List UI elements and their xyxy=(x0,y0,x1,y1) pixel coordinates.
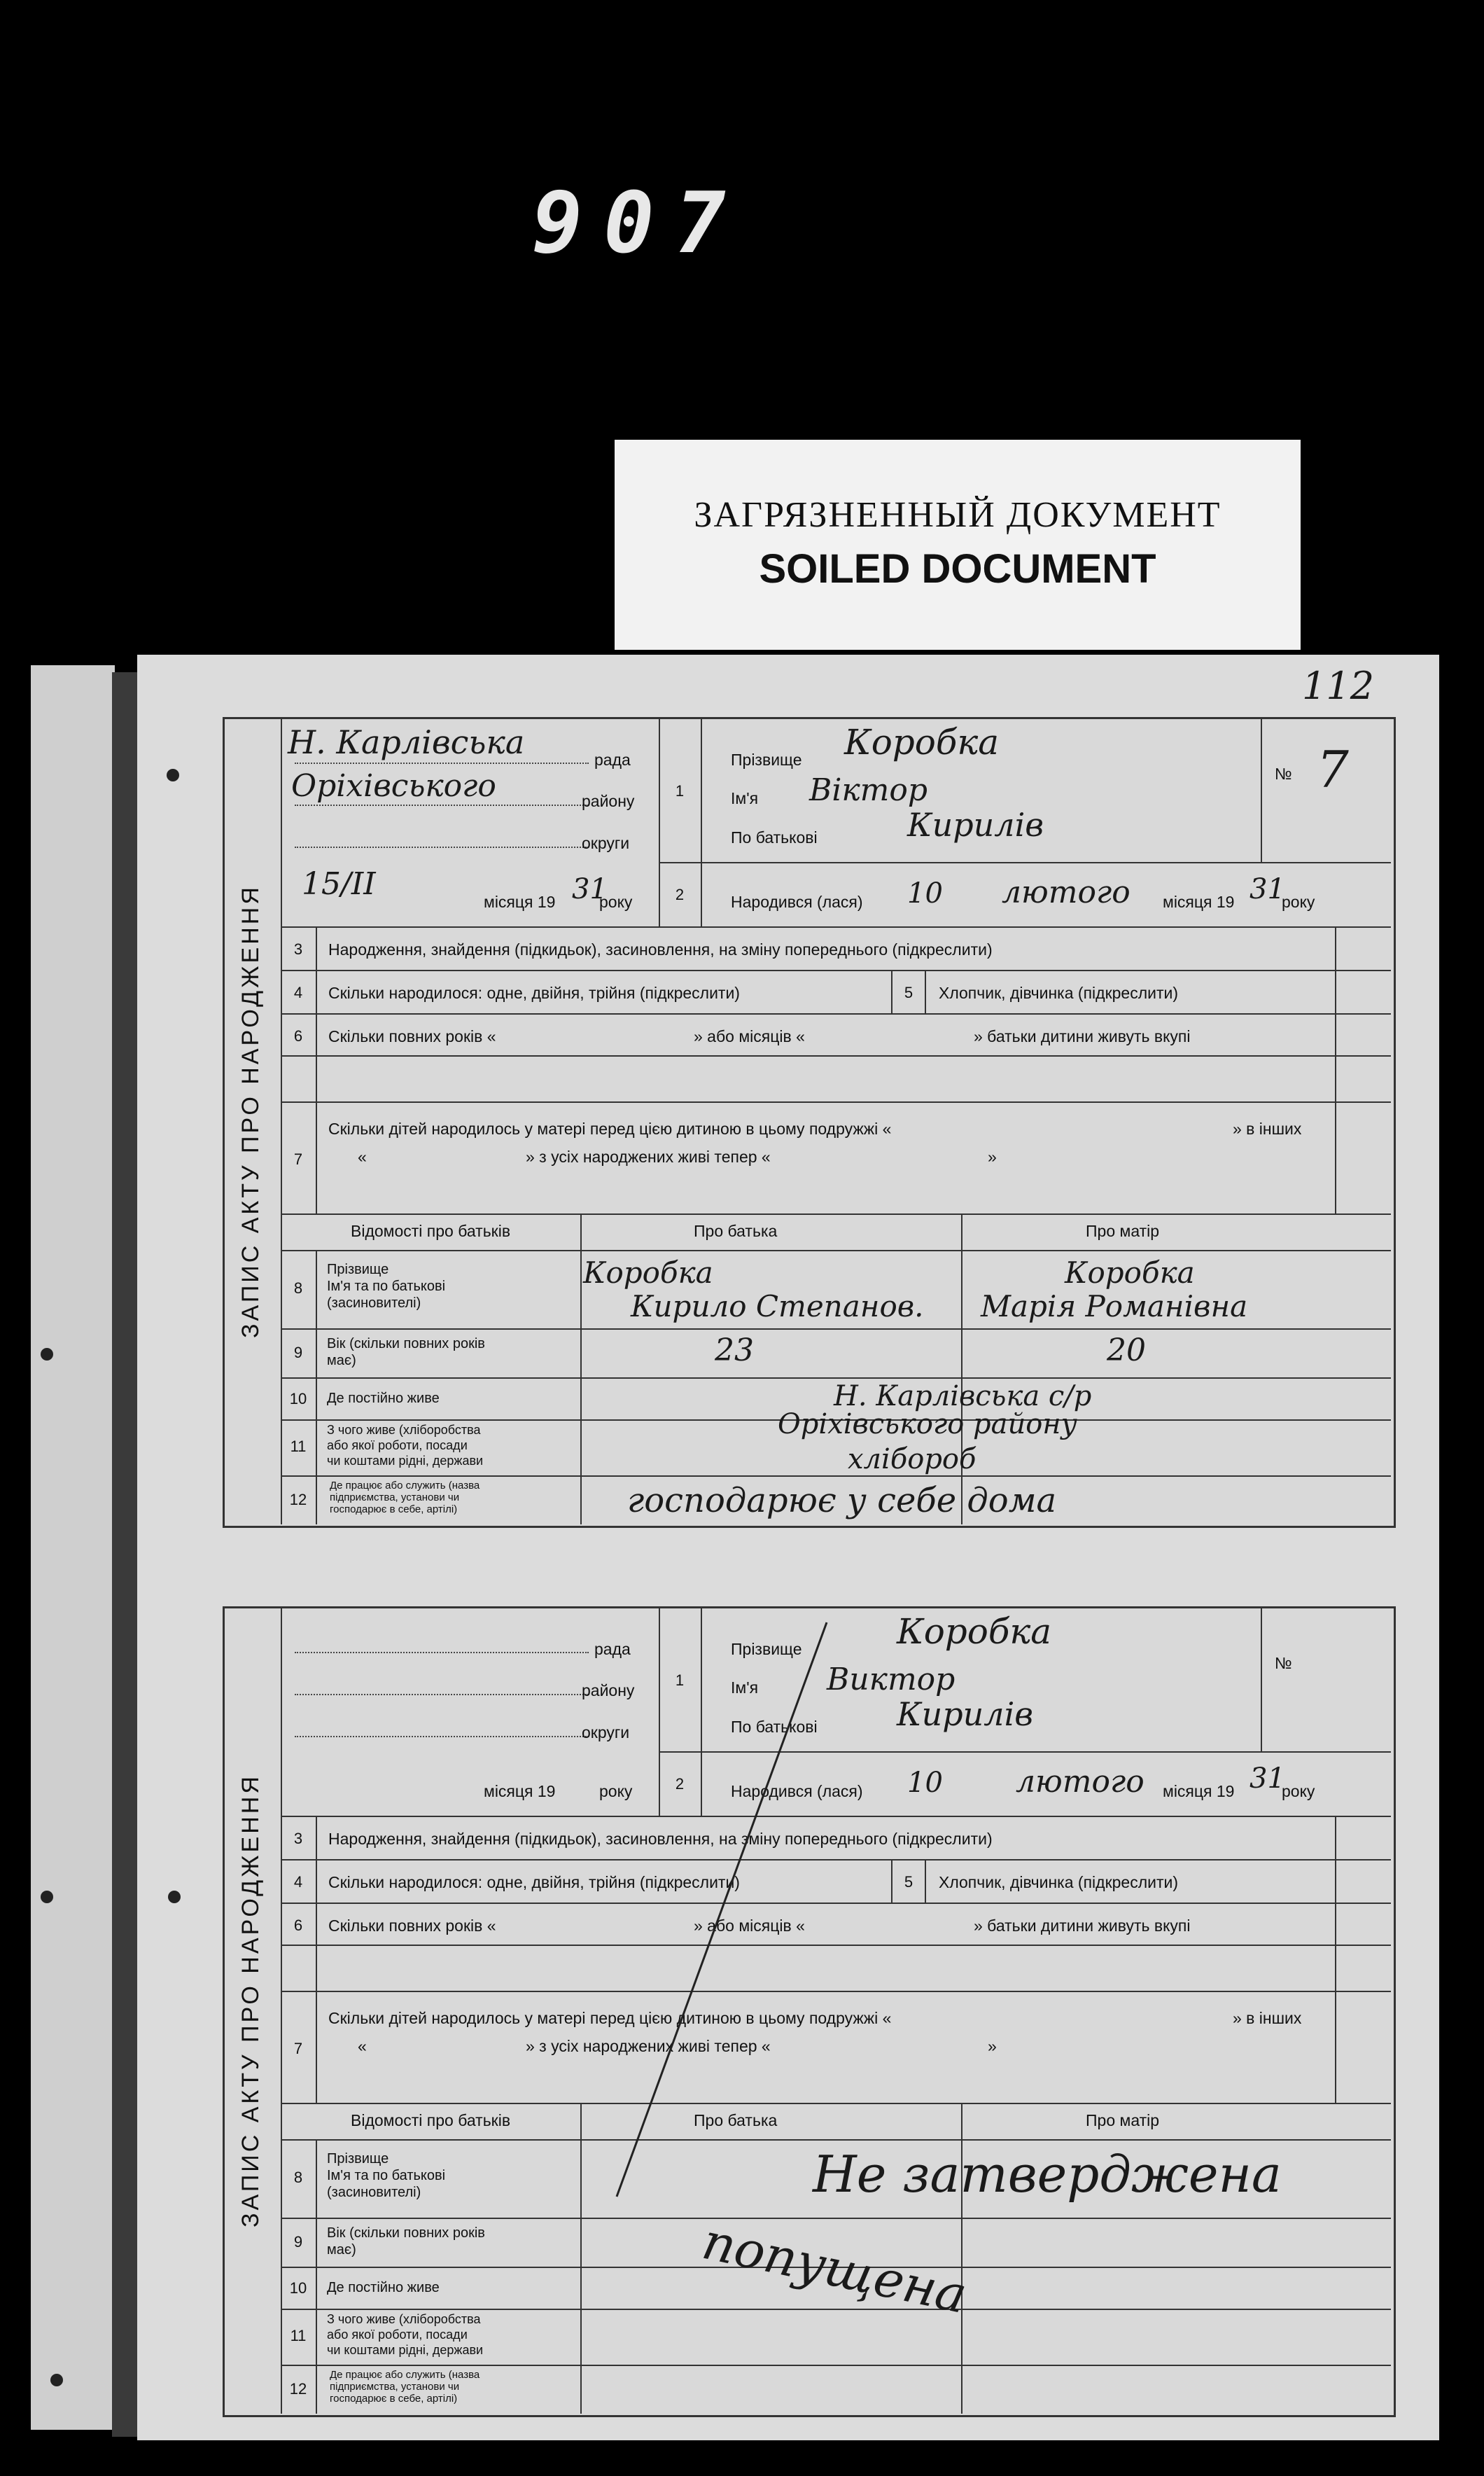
void-note-handwritten-1: Не затверджена xyxy=(813,2145,1282,2204)
row3-text: Народження, знайдення (підкидьок), засиновлення, на зміну попереднього (підкреслити) xyxy=(328,940,993,959)
row-number: 8 xyxy=(293,1279,303,1297)
r9-label: Вік (скільки повних років має) xyxy=(327,2225,485,2258)
row-number: 7 xyxy=(293,1150,303,1168)
date-month-label: місяця 19 xyxy=(484,1782,556,1800)
row-number: 4 xyxy=(293,984,303,1001)
raion-handwritten: Оріхівського xyxy=(291,768,496,804)
residence-handwritten-2: Оріхівського району xyxy=(778,1408,1077,1440)
row-number: 7 xyxy=(293,2040,303,2057)
born-label: Народився (лася) xyxy=(731,893,863,911)
child-surname-handwritten: Коробка xyxy=(844,722,1000,763)
row6-years: Скільки повних років « xyxy=(328,1917,496,1935)
surname-label: Прізвище xyxy=(731,1640,802,1658)
raion-label: району xyxy=(582,792,635,810)
row-number: 11 xyxy=(290,2327,307,2344)
divider xyxy=(316,1250,317,1524)
mother-surname-handwritten: Коробка xyxy=(1065,1256,1195,1290)
surname-label: Прізвище xyxy=(731,751,802,769)
born-month-handwritten: лютого xyxy=(1002,875,1130,910)
registration-date-handwritten: 15/II xyxy=(302,866,376,902)
row-number: 11 xyxy=(290,1438,307,1455)
row-number: 12 xyxy=(289,2380,307,2398)
row-number: 9 xyxy=(293,2233,303,2251)
row-number: 8 xyxy=(293,2169,303,2186)
row-number: 2 xyxy=(675,1775,685,1793)
divider xyxy=(659,719,660,928)
rada-handwritten: Н. Карлівська xyxy=(288,723,525,761)
row7-close: » xyxy=(988,1148,997,1166)
row-number: 1 xyxy=(675,782,685,800)
r11-label: З чого живе (хліборобства або якої роботи, посади чи коштами рідні, держави xyxy=(327,2312,484,2357)
born-month-label: місяця 19 xyxy=(1163,1782,1235,1800)
dotted-line xyxy=(295,847,589,848)
father-age-handwritten: 23 xyxy=(715,1333,754,1368)
occupation-handwritten: хлібороб xyxy=(848,1443,976,1475)
rada-label: рада xyxy=(594,751,631,769)
row6-months: » або місяців « xyxy=(694,1917,805,1935)
divider xyxy=(659,862,1391,863)
date-year-label: року xyxy=(599,1782,633,1800)
rada-label: рада xyxy=(594,1640,631,1658)
born-label: Народився (лася) xyxy=(731,1782,863,1800)
divider xyxy=(281,1013,1391,1015)
row6-years: Скільки повних років « xyxy=(328,1027,496,1045)
child-name-handwritten: Виктор xyxy=(827,1662,955,1697)
raion-label: району xyxy=(582,1681,635,1699)
punch-hole xyxy=(41,1348,53,1361)
dotted-line xyxy=(295,805,589,806)
soiled-document-label xyxy=(615,440,1301,650)
row-number: 3 xyxy=(293,940,303,958)
row-number: 9 xyxy=(293,1344,303,1361)
child-patronymic-handwritten: Кирилів xyxy=(907,806,1044,844)
row-number: 10 xyxy=(289,1390,307,1407)
punch-hole xyxy=(168,1891,181,1903)
divider xyxy=(1261,719,1262,862)
row-number: 2 xyxy=(675,886,685,903)
r9-label: Вік (скільки повних років має) xyxy=(327,1336,485,1368)
father-name-handwritten: Кирило Степанов. xyxy=(631,1289,924,1323)
patronymic-label: По батькові xyxy=(731,828,818,847)
row5-text: Хлопчик, дівчинка (підкреслити) xyxy=(939,1873,1179,1891)
row7-alive: » з усіх народжених живі тепер « xyxy=(526,2037,771,2055)
work-handwritten: господарює у себе дома xyxy=(627,1481,1057,1520)
row-number: 4 xyxy=(293,1873,303,1891)
name-label: Ім'я xyxy=(731,789,759,807)
child-surname-handwritten: Коробка xyxy=(897,1611,1052,1652)
header-mother: Про матір xyxy=(1086,1222,1160,1240)
record-number-label: № xyxy=(1275,1654,1292,1672)
born-day-handwritten: 10 xyxy=(907,1767,943,1799)
divider xyxy=(281,1101,1391,1103)
divider xyxy=(701,719,702,928)
label-line-en: SOILED DOCUMENT xyxy=(759,546,1156,592)
void-strike-line xyxy=(225,1608,1394,2415)
row4-text: Скільки народилося: одне, двійня, трійня (підкреслити) xyxy=(328,984,740,1002)
header-info: Відомості про батьків xyxy=(351,2111,511,2129)
registration-year-handwritten: 31 xyxy=(572,873,608,905)
birth-record-2 xyxy=(223,1606,1396,2417)
row7-other: » в інших xyxy=(1233,2009,1302,2027)
r11-label: З чого живе (хліборобства або якої роботи, посади чи коштами рідні, держави xyxy=(327,1423,484,1468)
residence-handwritten-1: Н. Карлівська с/р xyxy=(834,1380,1092,1412)
date-year-label: року xyxy=(599,893,633,911)
archive-page-number: 907 xyxy=(532,175,747,272)
divider xyxy=(580,1213,582,1524)
born-year-label: року xyxy=(1282,893,1315,911)
born-year-handwritten: 31 xyxy=(1250,873,1285,905)
header-father: Про батька xyxy=(694,2111,778,2129)
divider xyxy=(281,1328,1391,1330)
born-year-label: року xyxy=(1282,1782,1315,1800)
punch-hole xyxy=(167,769,179,781)
folio-number: 112 xyxy=(1302,664,1375,708)
header-mother: Про матір xyxy=(1086,2111,1160,2129)
row-number: 12 xyxy=(289,1491,307,1508)
row7-other: » в інших xyxy=(1233,1120,1302,1138)
void-note-handwritten-2: попущена xyxy=(697,2211,972,2325)
r10-label: Де постійно живе xyxy=(327,2280,440,2295)
row5-text: Хлопчик, дівчинка (підкреслити) xyxy=(939,984,1179,1002)
row7-line1: Скільки дітей народилось у матері перед цією дитиною в цьому подружжі « xyxy=(328,2009,892,2027)
dotted-line xyxy=(295,763,589,764)
row6-together: » батьки дитини живуть вкупі xyxy=(974,1027,1191,1045)
born-day-handwritten: 10 xyxy=(907,877,943,910)
r12-label: Де працює або служить (назва підприємства, установи чи господарює в себе, артілі) xyxy=(330,1480,480,1515)
row-number: 3 xyxy=(293,1830,303,1847)
name-label: Ім'я xyxy=(731,1678,759,1697)
born-month-handwritten: лютого xyxy=(1016,1764,1144,1800)
mother-age-handwritten: 20 xyxy=(1107,1333,1146,1368)
row6-together: » батьки дитини живуть вкупі xyxy=(974,1917,1191,1935)
row-number: 5 xyxy=(904,1873,913,1891)
row-number: 6 xyxy=(293,1917,303,1934)
book-spine-edge xyxy=(31,665,115,2430)
divider xyxy=(281,1213,1391,1215)
born-year-handwritten: 31 xyxy=(1250,1762,1285,1795)
okruh-label: округи xyxy=(582,834,630,852)
row3-text: Народження, знайдення (підкидьок), засиновлення, на зміну попереднього (підкреслити) xyxy=(328,1830,993,1848)
divider xyxy=(281,970,1391,971)
divider xyxy=(281,1250,1391,1251)
record-number-label: № xyxy=(1275,765,1292,783)
row-number: 10 xyxy=(289,2279,307,2297)
date-month-label: місяця 19 xyxy=(484,893,556,911)
label-line-ru: ЗАГРЯЗНЕННЫЙ ДОКУМЕНТ xyxy=(694,495,1222,535)
row4-text: Скільки народилося: одне, двійня, трійня (підкреслити) xyxy=(328,1873,740,1891)
record-side-title: ЗАПИС АКТУ ПРО НАРОДЖЕННЯ xyxy=(237,1774,264,2227)
row-number: 6 xyxy=(293,1027,303,1045)
row7-quote: « xyxy=(358,2037,367,2055)
r12-label: Де працює або служить (назва підприємства, установи чи господарює в себе, артілі) xyxy=(330,2369,480,2405)
patronymic-label: По батькові xyxy=(731,1718,818,1736)
divider xyxy=(281,1377,1391,1379)
record-number-handwritten: 7 xyxy=(1317,740,1349,799)
r10-label: Де постійно живе xyxy=(327,1391,440,1406)
divider xyxy=(281,926,1391,928)
row6-months: » або місяців « xyxy=(694,1027,805,1045)
row7-alive: » з усіх народжених живі тепер « xyxy=(526,1148,771,1166)
divider xyxy=(925,970,926,1013)
punch-hole xyxy=(41,1891,53,1903)
punch-hole xyxy=(50,2374,63,2386)
row-number: 5 xyxy=(904,984,913,1001)
birth-record-1 xyxy=(223,717,1396,1528)
father-surname-handwritten: Коробка xyxy=(583,1256,713,1290)
row7-quote: « xyxy=(358,1148,367,1166)
child-patronymic-handwritten: Кирилів xyxy=(897,1695,1034,1733)
divider xyxy=(281,1055,1391,1057)
divider xyxy=(961,1213,962,1524)
okruh-label: округи xyxy=(582,1723,630,1741)
child-name-handwritten: Віктор xyxy=(809,772,928,808)
row-number: 1 xyxy=(675,1671,685,1689)
divider xyxy=(281,1475,1391,1477)
row7-line1: Скільки дітей народилось у матері перед цією дитиною в цьому подружжі « xyxy=(328,1120,892,1138)
header-info: Відомості про батьків xyxy=(351,1222,511,1240)
book-gutter xyxy=(112,672,140,2437)
record-side-title: ЗАПИС АКТУ ПРО НАРОДЖЕННЯ xyxy=(237,884,264,1338)
row7-close: » xyxy=(988,2037,997,2055)
r8-label: Прізвище Ім'я та по батькові (засиновителі) xyxy=(327,2151,446,2200)
mother-name-handwritten: Марія Романівна xyxy=(981,1289,1248,1323)
header-father: Про батька xyxy=(694,1222,778,1240)
born-month-label: місяця 19 xyxy=(1163,893,1235,911)
r8-label: Прізвище Ім'я та по батькові (засиновителі) xyxy=(327,1262,446,1311)
